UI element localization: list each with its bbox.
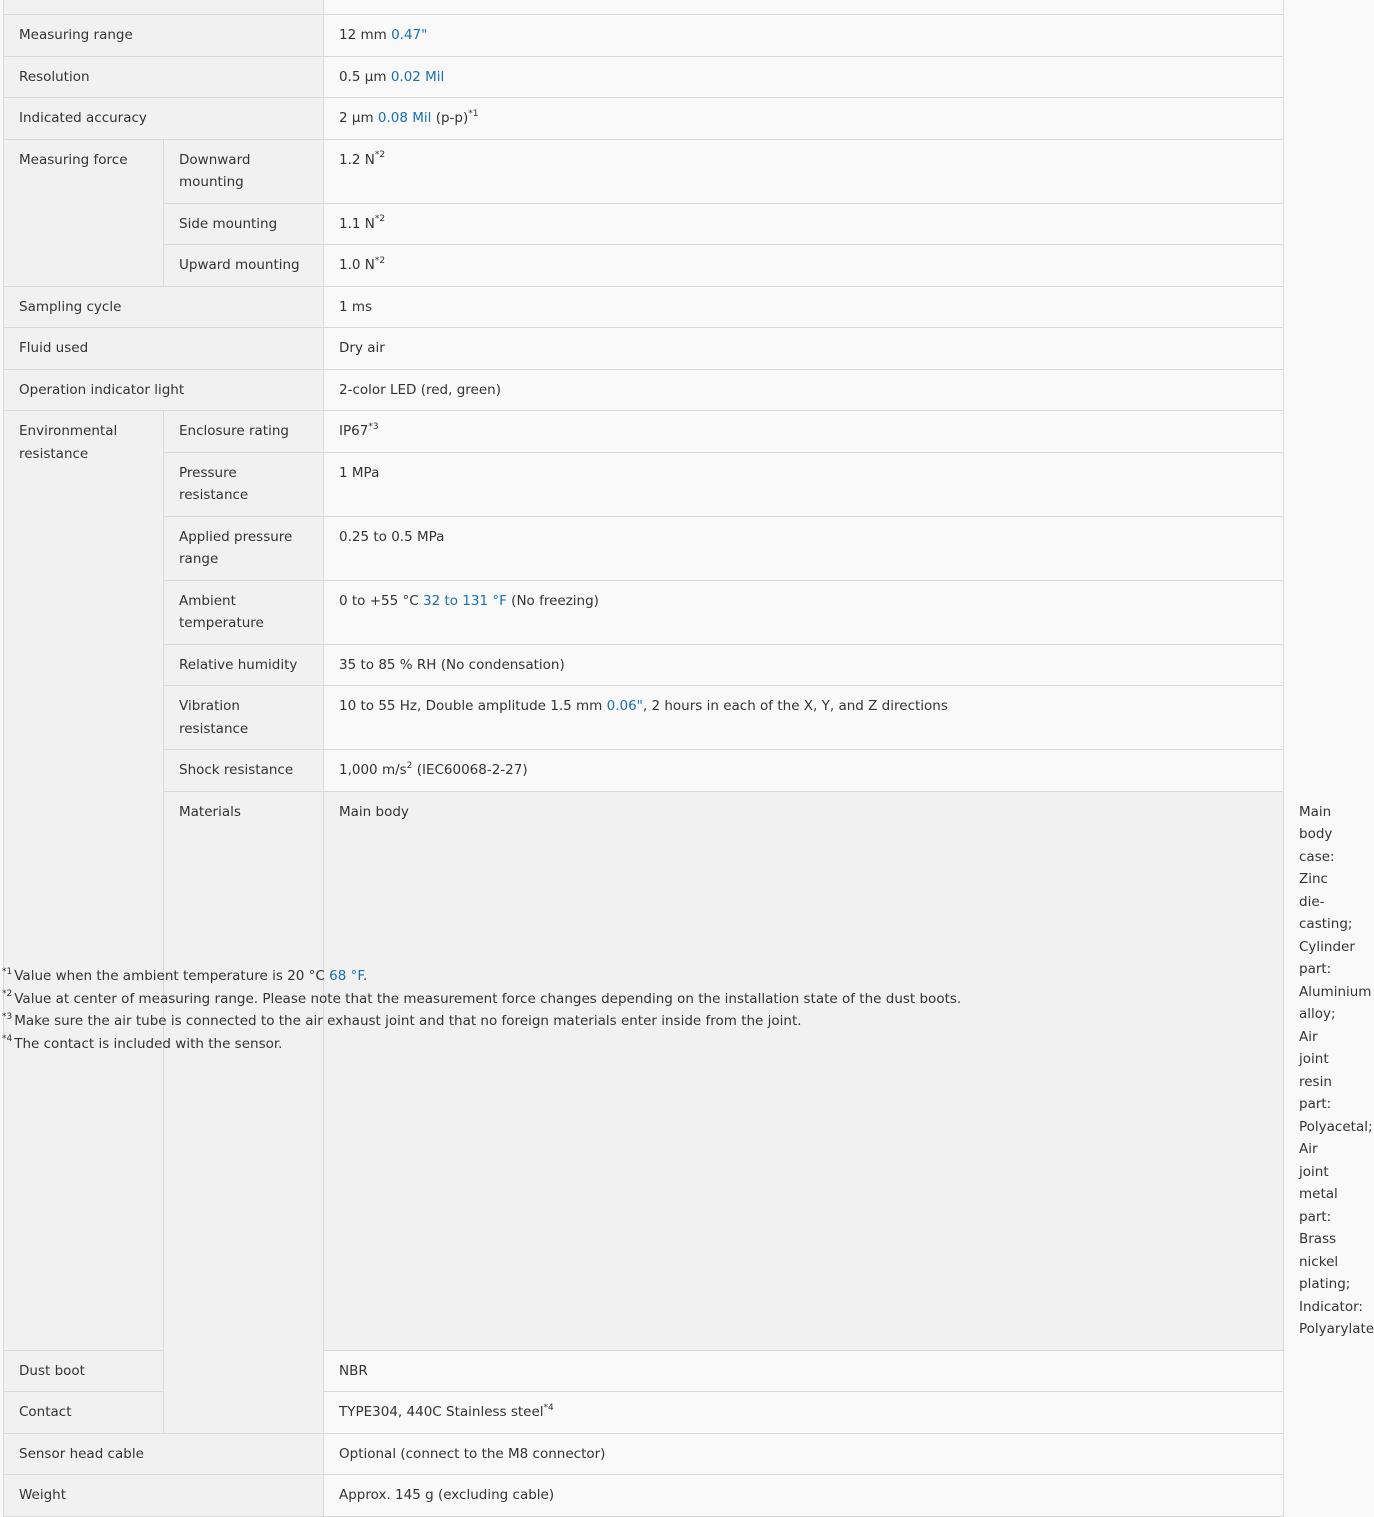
superscript: 2 (406, 760, 413, 771)
spec-sublabel-side: Side mounting (164, 203, 324, 245)
spec-value-pressure: 1 MPa (324, 452, 1284, 516)
footnote-mark: *3 (368, 421, 379, 432)
spec-label-materials: Materials (164, 791, 324, 1433)
table-row (4, 1475, 1284, 1517)
spec-sublabel-applied: Applied pressure range (164, 516, 324, 580)
table-row (4, 452, 1284, 516)
spec-sublabel-humidity: Relative humidity (164, 644, 324, 686)
fahrenheit-value: 68 °F (329, 968, 363, 984)
inch-value: 0.47" (391, 27, 428, 43)
inch-value: 0.06" (606, 698, 643, 714)
spec-value-shock: 1,000 $m/s^2$ (IEC60068-2-27) (324, 750, 1284, 792)
spec-label-measuring-range: Measuring range (4, 15, 324, 57)
spec-value-applied: 0.25 to 0.5 MPa (324, 516, 1284, 580)
spec-sublabel-pressure: Pressure resistance (164, 452, 324, 516)
table-row (4, 56, 1284, 98)
footnote-2: $^{*2}$ Value at center of measuring range. Please note that the measurement force changes depending on the installation state of the dust boots. (2, 989, 962, 1007)
table-row (4, 245, 1284, 287)
spec-sublabel-downward: Downward mounting (164, 139, 324, 203)
spec-label-sampling: Sampling cycle (4, 286, 324, 328)
spec-value-upward: 1.0 $N^{*2}$ (324, 245, 1284, 287)
spec-label-cable: Sensor head cable (4, 1433, 324, 1475)
spec-sublabel-dust-boot: Dust boot (4, 1350, 164, 1392)
footnote-mark: *4 (543, 1402, 554, 1413)
spec-value-vibration: 10 to 55 Hz, Double amplitude 1.5 mm 0.06", 2 hours in each of the X, Y, and Z directions (324, 686, 1284, 750)
table-row (4, 644, 1284, 686)
table-row (4, 15, 1284, 57)
spec-value-measuring-range: 12 mm 0.47" (324, 15, 1284, 57)
spec-value-side: 1.1 $N^{*2}$ (324, 203, 1284, 245)
table-row (4, 328, 1284, 370)
spec-label-weight: Weight (4, 1475, 324, 1517)
fahrenheit-value: 32 to 131 °F (422, 592, 507, 609)
spec-label (4, 0, 324, 15)
spec-sublabel-ambient: Ambient temperature (164, 580, 324, 644)
footnote-3: $^{*3}$ Make sure the air tube is connected to the air exhaust joint and that no foreign materials enter inside from the joint. (2, 1011, 802, 1029)
spec-sublabel-contact: Contact (4, 1392, 164, 1434)
footnote-mark: *1 (468, 108, 479, 119)
table-row (4, 686, 1284, 750)
spec-value-sampling: 1 ms (324, 286, 1284, 328)
table-row (4, 203, 1284, 245)
footnote-mark: *2 (374, 255, 386, 266)
spec-value-fluid: Dry air (324, 328, 1284, 370)
spec-value-ambient: 0 to +55 °C 32 to 131 °F (No freezing) (324, 580, 1284, 644)
mil-value: 0.08 Mil (377, 110, 432, 126)
spec-value-weight: Approx. 145 g (excluding cable) (324, 1475, 1284, 1517)
table-row (4, 516, 1284, 580)
spec-table-wrapper (3, 0, 1374, 1517)
footnote-mark: *2 (374, 214, 386, 224)
spec-label-environmental: Environmental resistance (4, 411, 164, 1351)
spec-label-fluid: Fluid used (4, 328, 324, 370)
spec-value-cable: Optional (connect to the M8 connector) (324, 1433, 1284, 1475)
table-row (4, 750, 1284, 792)
spec-value-enclosure: IP67$^{*3}$ (324, 411, 1284, 453)
spec-value-indicator: 2-color LED (red, green) (324, 369, 1284, 411)
table-row (4, 0, 1284, 15)
spec-sublabel-shock: Shock resistance (164, 750, 324, 792)
spec-sublabel-enclosure: Enclosure rating (164, 411, 324, 453)
spec-sublabel-upward: Upward mounting (164, 245, 324, 287)
spec-sublabel-vibration: Vibration resistance (164, 686, 324, 750)
table-row (4, 98, 1284, 140)
spec-label-resolution: Resolution (4, 56, 324, 98)
table-row (4, 411, 1284, 453)
spec-label-accuracy: Indicated accuracy (4, 98, 324, 140)
footnote-4: $^{*4}$ The contact is included with the sensor. (2, 1034, 283, 1052)
spec-value-accuracy: 2 μm 0.08 Mil $(p-p)^{*1}$ (324, 98, 1284, 140)
table-row (4, 286, 1284, 328)
spec-value-dust-boot: NBR (324, 1350, 1284, 1392)
spec-label-measuring-force: Measuring force (4, 139, 164, 286)
specifications-table (3, 0, 1374, 1517)
spec-value-contact: TYPE304, 440C Stainless steel$^{*4}$ (324, 1392, 1284, 1434)
footnote-mark: *2 (374, 150, 386, 160)
table-row: Materials Main body Main body case: Zinc die-casting; Cylinder part: Aluminium alloy; Air joint resin part: Polyacetal; Air joint metal part: Brass nickel plating; Indicator: Polyarylate (4, 791, 1284, 1350)
spec-sublabel-main-body: Main body (324, 791, 1284, 1350)
spec-value (324, 0, 1284, 15)
table-row (4, 139, 1284, 203)
mil-value: 0.02 Mil (390, 68, 445, 85)
spec-value-downward: 1.2 $N^{*2}$ (324, 139, 1284, 203)
table-row (4, 580, 1284, 644)
spec-value-resolution: 0.5 μm 0.02 Mil (324, 56, 1284, 98)
footnote-1: $^{*1}$ Value when the ambient temperature is 20 °C 68 °F. (2, 966, 368, 984)
table-row (4, 369, 1284, 411)
spec-label-indicator: Operation indicator light (4, 369, 324, 411)
footnotes (2, 965, 1282, 1055)
spec-value-humidity: 35 to 85 % RH (No condensation) (324, 644, 1284, 686)
table-row (4, 1433, 1284, 1475)
